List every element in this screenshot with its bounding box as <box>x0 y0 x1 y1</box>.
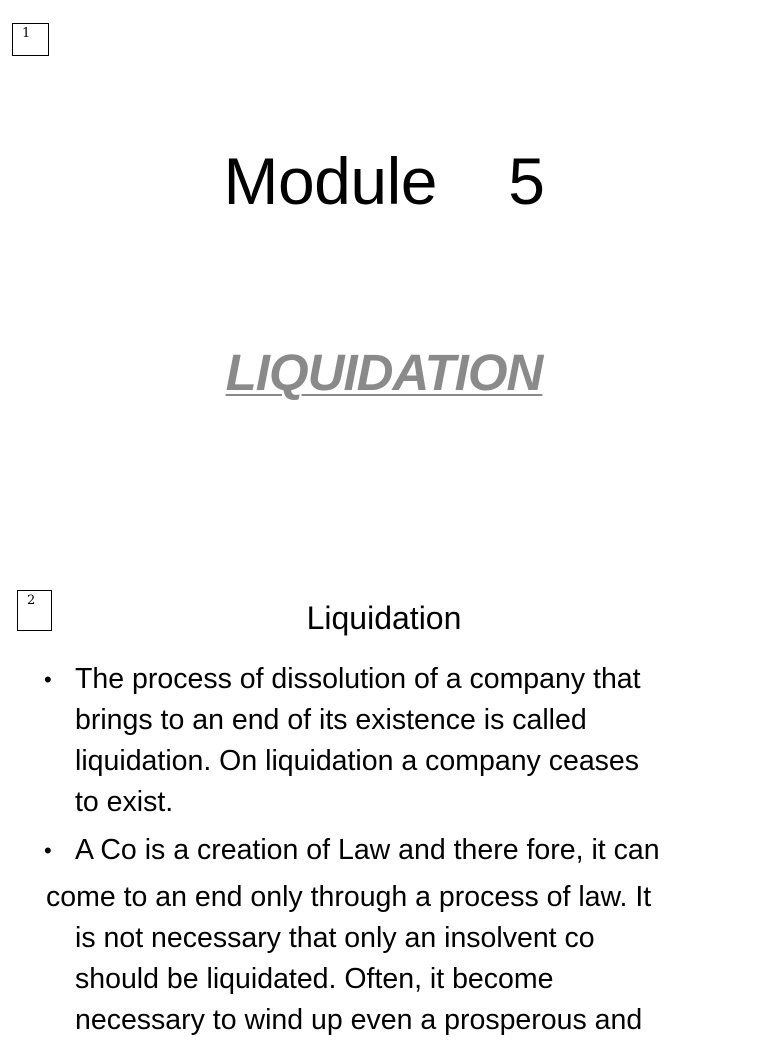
bullet-line: should be liquidated. Often, it become <box>75 963 554 995</box>
bullet-line: A Co is a creation of Law and there fore, it can <box>75 834 660 866</box>
bullet-line: necessary to wind up even a prosperous and <box>75 1004 643 1036</box>
slide-number-2: 2 <box>17 590 52 631</box>
module-subtitle: LIQUIDATION <box>225 344 543 401</box>
slide-2 <box>0 560 768 1036</box>
bullet-line: The process of dissolution of a company that <box>75 663 641 695</box>
bullet-line: is not necessary that only an insolvent co <box>75 922 595 954</box>
bullet-icon: • <box>44 667 52 692</box>
module-title: Module 5 <box>223 144 545 218</box>
bullet-line: to exist. <box>75 786 174 818</box>
bullet-line: brings to an end of its existence is called <box>75 704 587 736</box>
slide-title: Liquidation <box>306 600 462 636</box>
slide-number-1: 1 <box>12 23 49 56</box>
bullet-line: liquidation. On liquidation a company ceases <box>75 745 640 777</box>
bullet-line: come to an end only through a process of law. It <box>46 881 652 913</box>
bullet-item-creation-of-law <box>0 830 768 1041</box>
bullet-item-dissolution <box>0 659 768 823</box>
bullet-icon: • <box>44 838 52 863</box>
bullet-list <box>0 659 768 1041</box>
